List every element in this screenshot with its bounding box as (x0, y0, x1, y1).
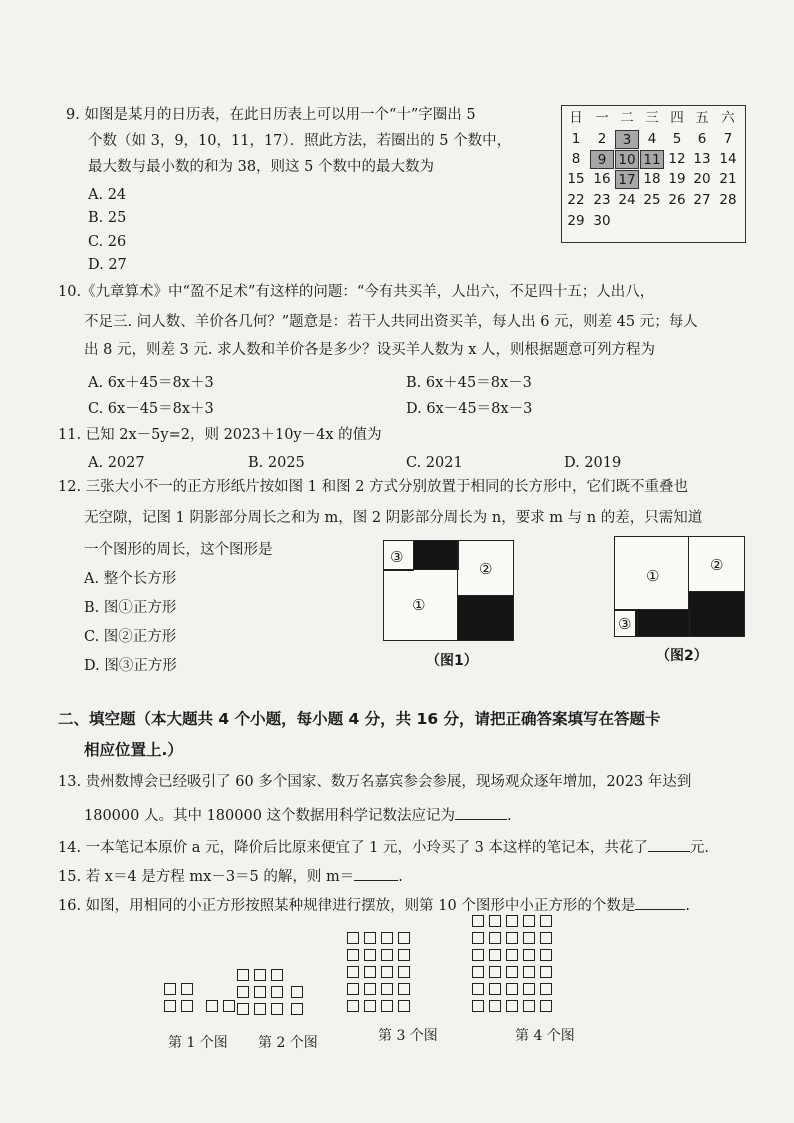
pattern-square (506, 932, 518, 944)
cal-header: 三 (645, 110, 659, 126)
q12-line1: 12. 三张大小不一的正方形纸片按如图 1 和图 2 方式分别放置于相同的长方形中，它们既不重叠也 (58, 479, 689, 495)
cal-day: 24 (618, 192, 636, 208)
q12-line2: 无空隙，记图 1 阴影部分周长之和为 m，图 2 阴影部分周长为 n，要求 m 与 n 的差，只需知道 (84, 510, 703, 526)
cal-day: 2 (597, 131, 607, 147)
q10-option-d: D. 6x－45＝8x－3 (406, 401, 533, 417)
q16-wrap (58, 895, 690, 914)
q10-line1: 10.《九章算术》中“盈不足术”有这样的问题：“今有共买羊，人出六，不足四十五；人出八， (58, 284, 655, 300)
q9-line1: 9. 如图是某月的日历表，在此日历表上可以用一个“十”字圈出 5 (66, 107, 476, 123)
q12-option-c: C. 图②正方形 (84, 629, 177, 645)
cal-day: 8 (571, 151, 581, 167)
q14-end: 元. (689, 840, 710, 856)
cal-day: 27 (693, 192, 711, 208)
pattern-square (506, 915, 518, 927)
q11-option-d: D. 2019 (564, 455, 622, 471)
cal-day: 18 (643, 171, 661, 187)
cal-day-highlighted: 9 (590, 150, 614, 169)
pattern-square (164, 983, 176, 995)
pattern-square (398, 932, 410, 944)
pattern-square (506, 966, 518, 978)
q16-answer-blank[interactable] (635, 895, 685, 910)
pattern-caption-3: 第 3 个图 (378, 1028, 438, 1044)
pattern-square (291, 986, 303, 998)
pattern-square (237, 1003, 249, 1015)
pattern-square (254, 986, 266, 998)
cal-day: 20 (693, 171, 711, 187)
cal-header: 五 (695, 110, 709, 126)
section-2-heading: 二、填空题（本大题共 4 个小题，每小题 4 分，共 16 分，请把正确答案填写在答题卡 (58, 710, 661, 728)
q9-line3: 最大数与最小数的和为 38，则这 5 个数中的最大数为 (88, 159, 435, 175)
cal-header: 一 (595, 110, 609, 126)
q12-option-a: A. 整个长方形 (84, 571, 177, 587)
pattern-square (472, 932, 484, 944)
pattern-square (506, 949, 518, 961)
cal-day: 13 (693, 151, 711, 167)
cal-day: 28 (719, 192, 737, 208)
cal-header: 二 (620, 110, 634, 126)
pattern-square (540, 949, 552, 961)
q10-option-c: C. 6x－45＝8x＋3 (88, 401, 214, 417)
q9-line2: 个数（如 3，9，10，11，17）．照此方法，若圈出的 5 个数中， (88, 133, 512, 149)
pattern-square (164, 1000, 176, 1012)
q16-line1: 16. 如图，用相同的小正方形按照某种规律进行摆放，则第 10 个图形中小正方形的个数是 (58, 898, 636, 914)
figure-2 (614, 536, 745, 637)
q10-option-b: B. 6x＋45＝8x－3 (406, 375, 532, 391)
pattern-square (398, 1000, 410, 1012)
cal-day: 6 (697, 131, 707, 147)
pattern-square (398, 966, 410, 978)
pattern-square (506, 983, 518, 995)
cal-day: 5 (672, 131, 682, 147)
cal-day: 4 (647, 131, 657, 147)
pattern-square (181, 983, 193, 995)
pattern-square (271, 1003, 283, 1015)
fig1-shaded-bottom (457, 595, 514, 641)
q13-end: . (507, 808, 512, 824)
q14-answer-blank[interactable] (648, 837, 690, 852)
cal-day: 23 (593, 192, 611, 208)
pattern-square (472, 966, 484, 978)
cal-day-highlighted: 17 (615, 170, 639, 189)
q10-option-a: A. 6x＋45＝8x＋3 (88, 375, 214, 391)
q12-option-b: B. 图①正方形 (84, 600, 177, 616)
q15-line1: 15. 若 x＝4 是方程 mx－3＝5 的解，则 m＝ (58, 869, 355, 885)
cal-day: 15 (567, 171, 585, 187)
pattern-square (347, 983, 359, 995)
cal-day-highlighted: 3 (615, 130, 639, 149)
q14-wrap (58, 837, 709, 856)
cal-day-highlighted: 11 (640, 150, 664, 169)
q14-line1: 14. 一本笔记本原价 a 元，降价后比原来便宜了 1 元，小玲买了 3 本这样的笔记本，共花了 (58, 840, 648, 856)
figure-1 (383, 540, 514, 641)
fig2-label-3: ③ (618, 615, 632, 633)
cal-header: 日 (569, 110, 583, 126)
q13-answer-blank[interactable] (455, 805, 507, 820)
q15-end: . (398, 869, 403, 885)
pattern-square (540, 966, 552, 978)
cal-day: 16 (593, 171, 611, 187)
calendar-table (561, 105, 746, 243)
pattern-square (271, 969, 283, 981)
pattern-square (347, 966, 359, 978)
pattern-square (364, 1000, 376, 1012)
cal-day: 14 (719, 151, 737, 167)
q9-option-b: B. 25 (88, 210, 127, 226)
figure-2-caption: （图2） (656, 648, 708, 664)
cal-header: 六 (721, 110, 735, 126)
cal-day: 30 (593, 213, 611, 229)
pattern-square (489, 932, 501, 944)
cal-day: 26 (668, 192, 686, 208)
pattern-square (254, 1003, 266, 1015)
fig1-shaded-top (413, 540, 459, 570)
q16-end: . (685, 898, 690, 914)
pattern-caption-1: 第 1 个图 (168, 1035, 228, 1051)
pattern-square (523, 949, 535, 961)
pattern-square (540, 932, 552, 944)
q15-answer-blank[interactable] (354, 866, 398, 881)
q10-line3: 出 8 元，则差 3 元. 求人数和羊价各是多少？设买羊人数为 x 人，则根据题意可列方程为 (84, 342, 655, 358)
fig2-label-2: ② (710, 556, 724, 574)
pattern-square (489, 1000, 501, 1012)
pattern-square (237, 986, 249, 998)
pattern-square (472, 1000, 484, 1012)
pattern-square (472, 915, 484, 927)
cal-day: 22 (567, 192, 585, 208)
q10-line2: 不足三. 问人数、羊价各几何？”题意是：若干人共同出资买羊，每人出 6 元，则差 45 元；每人 (84, 314, 698, 330)
pattern-square (489, 949, 501, 961)
q12-option-d: D. 图③正方形 (84, 658, 177, 674)
cal-day: 25 (643, 192, 661, 208)
pattern-square (489, 966, 501, 978)
q13-line2-wrap (84, 805, 512, 824)
pattern-square (472, 949, 484, 961)
fig1-label-2: ② (479, 560, 493, 578)
pattern-square (540, 983, 552, 995)
cal-header: 四 (670, 110, 684, 126)
fig1-label-3: ③ (390, 548, 404, 566)
q9-option-c: C. 26 (88, 234, 127, 250)
pattern-square (364, 983, 376, 995)
pattern-square (364, 949, 376, 961)
cal-day: 1 (571, 131, 581, 147)
cal-day: 12 (668, 151, 686, 167)
q15-wrap (58, 866, 403, 885)
figure-1-caption: （图1） (426, 653, 478, 669)
pattern-caption-2: 第 2 个图 (258, 1035, 318, 1051)
q13-line1: 13. 贵州数博会已经吸引了 60 多个国家、数万名嘉宾参会参展，现场观众逐年增加，2023 年达到 (58, 774, 692, 790)
pattern-square (540, 915, 552, 927)
pattern-square (206, 1000, 218, 1012)
q11-option-c: C. 2021 (406, 455, 463, 471)
pattern-square (523, 966, 535, 978)
fig2-shaded-bottom (635, 609, 690, 637)
pattern-square (347, 1000, 359, 1012)
pattern-square (364, 932, 376, 944)
q11-option-a: A. 2027 (88, 455, 145, 471)
section-2-heading-cont: 相应位置上.） (84, 741, 183, 759)
pattern-square (237, 969, 249, 981)
pattern-square (181, 1000, 193, 1012)
cal-day: 29 (567, 213, 585, 229)
fig1-label-1: ① (412, 596, 426, 614)
q9-option-a: A. 24 (88, 187, 127, 203)
fig2-shaded-right (688, 591, 745, 637)
pattern-square (489, 983, 501, 995)
pattern-square (291, 1003, 303, 1015)
pattern-square (489, 915, 501, 927)
pattern-square (381, 966, 393, 978)
pattern-square (223, 1000, 235, 1012)
pattern-square (523, 983, 535, 995)
fig2-label-1: ① (646, 567, 660, 585)
pattern-caption-4: 第 4 个图 (515, 1028, 575, 1044)
pattern-square (398, 983, 410, 995)
cal-day-highlighted: 10 (615, 150, 639, 169)
cal-day: 21 (719, 171, 737, 187)
pattern-square (271, 986, 283, 998)
pattern-square (347, 949, 359, 961)
pattern-square (506, 1000, 518, 1012)
cal-day: 7 (723, 131, 733, 147)
pattern-square (364, 966, 376, 978)
pattern-square (523, 1000, 535, 1012)
cal-day: 19 (668, 171, 686, 187)
pattern-square (381, 932, 393, 944)
pattern-square (523, 932, 535, 944)
q12-line3: 一个图形的周长，这个图形是 (84, 542, 273, 558)
q9-option-d: D. 27 (88, 257, 127, 273)
pattern-square (381, 1000, 393, 1012)
pattern-square (381, 983, 393, 995)
q11-option-b: B. 2025 (248, 455, 305, 471)
pattern-square (347, 932, 359, 944)
pattern-square (381, 949, 393, 961)
q11-line1: 11. 已知 2x－5y=2，则 2023＋10y－4x 的值为 (58, 427, 382, 443)
pattern-square (254, 969, 266, 981)
pattern-square (398, 949, 410, 961)
q13-line2: 180000 人。其中 180000 这个数据用科学记数法应记为 (84, 808, 456, 824)
pattern-square (472, 983, 484, 995)
pattern-square (523, 915, 535, 927)
pattern-square (540, 1000, 552, 1012)
